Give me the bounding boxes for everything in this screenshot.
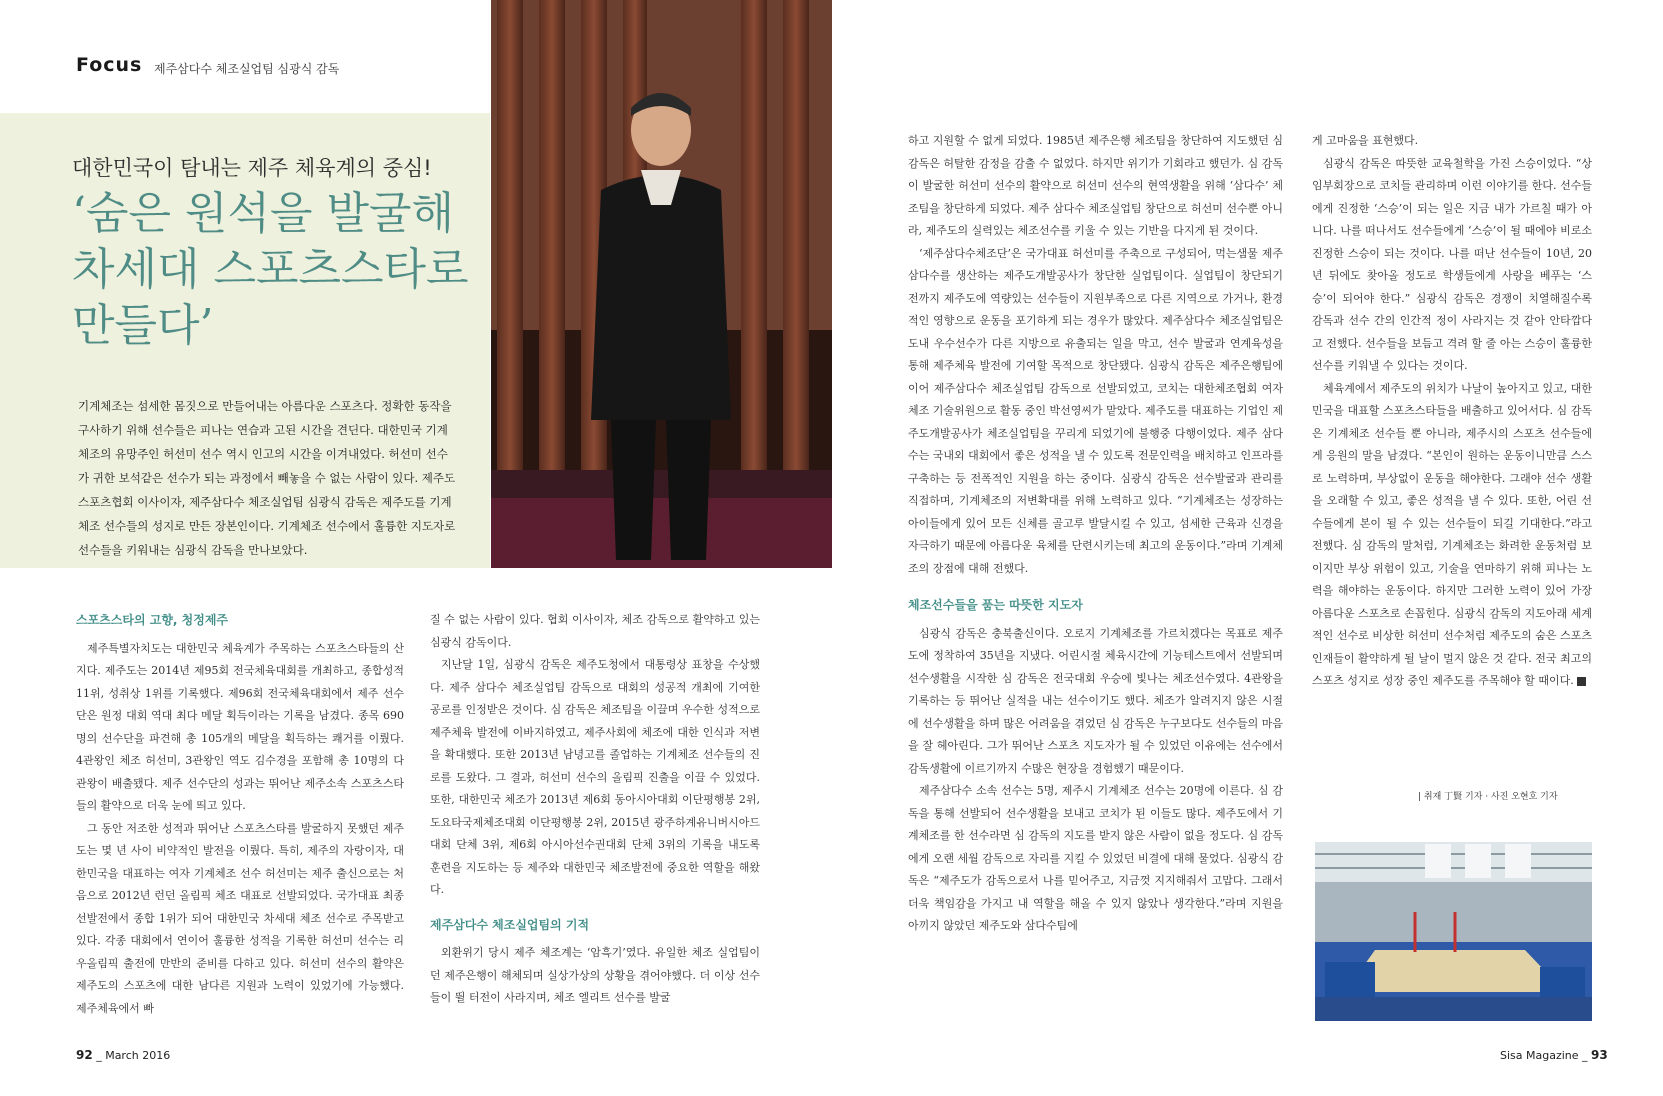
- footer-left: [76, 1048, 170, 1062]
- paragraph: 심광식 감독은 따뜻한 교육철학을 가진 스승이었다. “상임부회장으로 코치들 관리하며 이런 이야기를 한다. 선수들에게 진정한 ‘스승’이 되는 일은 지금 내가 가르칠 때가 아니다. 나를 떠나서도 선수들에게 ‘스승’이 될 때에야 비로소 진정한 스승이 되는 것이다. 나를 떠난 선수들이 10년, 20년 뒤에도 찾아올 정도로 학생들에게 사랑을 베푸는 ‘스승’이 되어야 한다.” 심광식 감독은 경쟁이 치열해질수록 감독과 선수 간의 인간적 정이 사라지는 것 같아 안타깝다고 전했다. 선수들을 보듬고 격려 할 줄 아는 스승이 훌륭한 선수를 키워낼 수 있다는 것이다.: [1312, 156, 1592, 372]
- paragraph: 심광식 감독은 충북출신이다. 오로지 기계체조를 가르치겠다는 목표로 제주도에 정착하여 35년을 지냈다. 어린시절 체육시간에 기능테스트에서 선발되며 선수생활을 시작한 심 감독은 전국대회 우승에 빛나는 체조선수였다. 4관왕을 기록하는 등 뛰어난 실적을 내는 선수이기도 했다. 체조가 알려지지 않은 시절에 선수생활을 하며 많은 어려움을 겪었던 심 감독은 누구보다도 선수들의 마음을 잘 헤아린다. 그가 뛰어난 스포츠 지도자가 될 수 있었던 이유에는 선수에서 감독생활에 이르기까지 수많은 현장을 경험했기 때문이다.: [908, 626, 1283, 775]
- coach-photo-illustration: [491, 0, 832, 568]
- page-number-right: 93: [1591, 1048, 1608, 1062]
- coach-photo: [491, 0, 832, 568]
- subhead-2: 제주삼다수 체조실업팀의 기적: [430, 917, 590, 932]
- column-2: [430, 609, 760, 1010]
- paragraph: 제주삼다수 소속 선수는 5명, 제주시 기계체조 선수는 20명에 이른다. 심 감독을 통해 선발되어 선수생활을 보내고 코치가 된 이들도 많다. 제주도에서 기계체조를 한 선수라면 심 감독의 지도를 받지 않은 사람이 없을 정도다. 심 감독에게 오랜 세월 감독으로 자리를 지킬 수 있었던 비결에 대해 물었다. 심광식 감독은 “제주도가 감독으로서 나를 믿어주고, 지금껏 지지해줘서 고맙다. 그래서 더욱 책임감을 가지고 내 역할을 해올 수 있지 않았나 생각한다.”라며 지원을 아끼지 않았던 제주도와 삼다수팀에: [908, 784, 1283, 932]
- kicker: 대한민국이 탐내는 제주 체육계의 중심!: [72, 156, 432, 180]
- footer-right: [1500, 1048, 1608, 1062]
- footer-right-label: Sisa Magazine _: [1500, 1049, 1588, 1062]
- column-4: [1312, 130, 1592, 693]
- paragraph: 지난달 1일, 심광식 감독은 제주도청에서 대통령상 표창을 수상했다. 제주 삼다수 체조실업팀 감독으로 대회의 성공적 개최에 기여한 공로를 인정받은 것이다. 심 감독은 체조팀을 이끌며 우수한 성적으로 제주체육 발전에 이바지하였고, 제주사회에 체조에 대한 인식과 저변을 확대했다. 또한 2013년 남녕고를 졸업하는 기계체조 선수들의 진로를 도왔다. 그 결과, 허선미 선수의 올림픽 진출을 이끌 수 있었다. 또한, 대한민국 체조가 2013년 제6회 동아시아대회 이단평행봉 2위, 도요타국제체조대회 이단평행봉 2위, 2015년 광주하계유니버시아드대회 단체 3위, 제6회 아시아선수권대회 단체 3위의 기록을 내도록 훈련을 지도하는 등 제주와 대한민국 체조발전에 중요한 역할을 해왔다.: [430, 658, 760, 896]
- paragraph: 제주특별자치도는 대한민국 체육계가 주목하는 스포츠스타들의 산지다. 제주도는 2014년 제95회 전국체육대회를 개최하고, 종합성적 11위, 성취상 1위를 기록했다. 제96회 전국체육대회에서 제주 선수단은 원정 대회 역대 최다 메달 획득이라는 기록을 남겼다. 종목 690명의 선수단을 파견해 총 105개의 메달을 획득하는 쾌거를 이뤘다. 4관왕인 체조 허선미, 3관왕인 역도 김수경을 포함해 총 10명의 다관왕이 배출됐다. 제주 선수단의 성과는 뛰어난 제주소속 스포츠스타들의 활약으로 더욱 눈에 띄고 있다.: [76, 641, 404, 812]
- end-mark-icon: [1577, 677, 1586, 686]
- column-3: [908, 130, 1283, 938]
- gym-photo: [1315, 842, 1592, 1021]
- gym-photo-illustration: [1315, 842, 1592, 1021]
- section-subtitle: 제주삼다수 체조실업팀 심광식 감독: [154, 62, 340, 76]
- paragraph: 게 고마움을 표현했다.: [1312, 134, 1419, 147]
- paragraph: 질 수 없는 사람이 있다. 협회 이사이자, 체조 감독으로 활약하고 있는 심광식 감독이다.: [430, 613, 760, 649]
- paragraph: 외환위기 당시 제주 체조계는 ‘암흑기’였다. 유일한 체조 실업팀이던 제주은행이 해체되며 실상가상의 상황을 겪어야했다. 더 이상 선수들이 뛸 터전이 사라지며, 체조 엘리트 선수를 발굴: [430, 946, 760, 1004]
- paragraph: 하고 지원할 수 없게 되었다. 1985년 제주은행 체조팀을 창단하여 지도했던 심 감독은 허탈한 감정을 감출 수 없었다. 하지만 위기가 기회라고 했던가. 심 감독이 발굴한 허선미 선수의 활약으로 허선미 선수의 현역생활을 위해 ‘삼다수’ 체조팀을 창단하게 되었다. 제주 삼다수 체조실업팀 창단으로 허선미 선수뿐 아니라, 제주도의 실력있는 체조선수를 키울 수 있는 기반을 다지게 된 것이다.: [908, 134, 1283, 237]
- subhead-3: 체조선수들을 품는 따뜻한 지도자: [908, 598, 1083, 612]
- column-1: [76, 609, 404, 1020]
- paragraph: 그 동안 저조한 성적과 뛰어난 스포츠스타를 발굴하지 못했던 제주도는 몇 년 사이 비약적인 발전을 이뤘다. 특히, 제주의 자랑이자, 대한민국을 대표하는 여자 기계체조 선수 허선미는 제주 출신으로는 처음으로 2012년 런던 올림픽 체조 대표로 선발되었다. 국가대표 최종 선발전에서 종합 1위가 되어 대한민국 차세대 체조 선수로 주목받고 있다. 각종 대회에서 연이어 훌륭한 성적을 기록한 허선미 선수는 리우올림픽 출전에 만반의 준비를 다하고 있다. 허선미 선수의 활약은 제주도의 스포츠에 대한 남다른 지원과 노력이 있었기에 가능했다. 제주체육에서 빠: [76, 821, 404, 1015]
- paragraph: [1312, 378, 1592, 693]
- subhead-1: 스포츠스타의 고향, 청정제주: [76, 613, 229, 627]
- lead-paragraph: 기계체조는 섬세한 몸짓으로 만들어내는 아름다운 스포츠다. 정확한 동작을 구사하기 위해 선수들은 피나는 연습과 고된 시간을 견딘다. 대한민국 기계체조의 유망주인 허선미 선수 역시 인고의 시간을 이겨내었다. 허선미 선수가 귀한 보석같은 선수가 되는 과정에서 빼놓을 수 없는 사람이 있다. 제주도스포츠협회 이사이자, 제주삼다수 체조실업팀 심광식 감독은 제주도를 기계체조 선수들의 성지로 만든 장본인이다. 기계체조 선수에서 훌륭한 지도자로 선수들을 키워내는 심광식 감독을 만나보았다.: [78, 399, 456, 557]
- page-number-left: 92: [76, 1048, 93, 1062]
- paragraph: ‘제주삼다수체조단’은 국가대표 허선미를 주축으로 구성되어, 먹는샘물 제주삼다수를 생산하는 제주도개발공사가 창단한 실업팀이다. 실업팀이 창단되기 전까지 제주도에 역량있는 선수들이 지원부족으로 다른 지역으로 가거나, 환경적인 영향으로 운동을 포기하게 되는 경우가 많았다. 제주삼다수 체조실업팀은 도내 우수선수가 다른 지방으로 유출되는 일을 막고, 선수 발굴과 연계육성을 통해 제주체육 발전에 기여할 목적으로 창단됐다. 심광식 감독은 제주은행팀에 이어 제주삼다수 체조실업팀 감독으로 선발되었고, 코치는 대한체조협회 여자체조 기술위원으로 활동 중인 박선영씨가 맡았다. 제주도를 대표하는 기업인 제주도개발공사가 체조실업팀을 꾸리게 되었기에 불행중 다행이었다. 제주 삼다수는 국내외 대회에서 좋은 성적을 낼 수 있도록 전문인력을 배치하고 인프라를 구축하는 등 전폭적인 지원을 하는 중이다. 심광식 감독은 선수발굴과 관리를 직접하며, 기계체조의 저변확대를 위해 노력하고 있다. “기계체조는 성장하는 아이들에게 있어 모든 신체를 골고루 발달시킬 수 있고, 섬세한 근육과 신경을 자극하기 때문에 아름다운 육체를 단련시키는데 최고의 운동이다.”라며 기계체조의 장점에 대해 전했다.: [908, 246, 1283, 575]
- byline-credit: | 취재 丁賢 기자 · 사진 오현호 기자: [1418, 792, 1558, 802]
- footer-left-label: _ March 2016: [96, 1049, 171, 1062]
- section-label: Focus: [76, 54, 143, 76]
- headline: ‘숨은 원석을 발굴해 차세대 스포츠스타로 만들다’: [72, 188, 469, 351]
- paragraph-text: 체육계에서 제주도의 위치가 나날이 높아지고 있고, 대한민국을 대표할 스포츠스타들을 배출하고 있어서다. 심 감독은 기계체조 선수들 뿐 아니라, 제주시의 스포츠 선수들에게 응원의 말을 남겼다. “본인이 원하는 운동이니만큼 스스로 노력하며, 부상없이 운동을 해야한다. 그래야 선수 생활을 오래할 수 있고, 좋은 성적을 낼 수 있다. 또한, 어린 선수들에게 본이 될 수 있는 선수들이 되길 기대한다.”라고 전했다. 심 감독의 말처럼, 기계체조는 화려한 운동처럼 보이지만 부상 위험이 있고, 기술을 연마하기 위해 피나는 노력을 해야하는 운동이다. 하지만 그러한 노력이 있어 가장 아름다운 스포츠로 손꼽힌다. 심광식 감독의 지도아래 세계적인 선수로 비상한 허선미 선수처럼 제주도의 숨은 스포츠인재들이 활약하게 될 날이 멀지 않은 것 같다. 전국 최고의 스포츠 성지로 성장 중인 제주도를 주목해야 할 때이다.: [1312, 381, 1592, 687]
